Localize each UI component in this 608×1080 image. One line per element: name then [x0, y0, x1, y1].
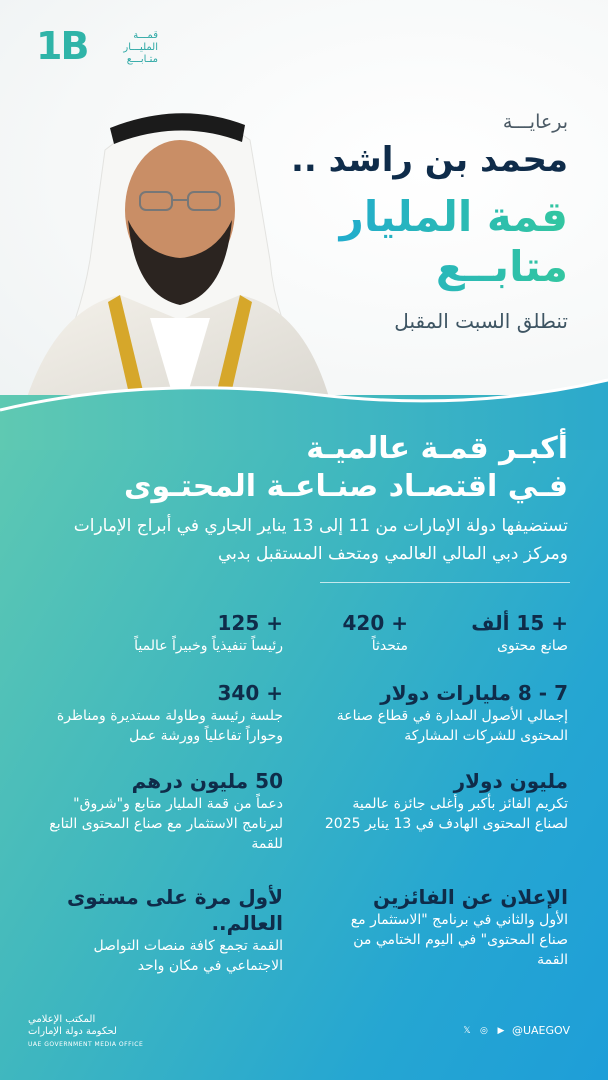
stat-desc: صانع محتوى [497, 638, 568, 654]
stat-winners [323, 884, 568, 970]
gov-ar-line-2: لحكومة دولة الإمارات [28, 1026, 117, 1037]
stat-funding [33, 768, 283, 854]
stat-content-creators [448, 610, 568, 656]
headline-line-2: فـي اقتصـاد صنـاعـة المحتـوى [123, 469, 568, 504]
stat-desc: القمة تجمع كافة منصات التواصل الاجتماعي في مكان واحد [93, 938, 283, 974]
logo-mark: 1B [36, 24, 88, 68]
youtube-icon[interactable]: ▶ [497, 1025, 505, 1036]
gov-media-office-logo [28, 1014, 198, 1049]
stat-value: + 340 [217, 681, 283, 705]
summit-logo [36, 26, 166, 70]
handle-text[interactable]: @UAEGOV [511, 1024, 570, 1037]
gov-ar-line-1: المكتب الإعلامي [28, 1014, 96, 1025]
logo-text [88, 30, 158, 66]
social-handle[interactable] [461, 1024, 570, 1037]
host-text: تستضيفها دولة الإمارات من 11 إلى 13 يناير الجاري في أبراج الإمارات ومركز دبي المالي العالمي ومتحف المستقبل بدبي [73, 516, 568, 564]
stat-value: 50 مليون درهم [131, 769, 283, 793]
title-block [238, 110, 568, 334]
stat-value: مليون دولار [453, 769, 568, 793]
logo-line-3: متـابـــع [126, 54, 158, 65]
gov-en: UAE GOVERNMENT MEDIA OFFICE [28, 1041, 144, 1048]
stat-speakers [298, 610, 408, 656]
summit-title-line-2: متابــع [238, 242, 568, 292]
logo-line-2: المليـــار [123, 42, 158, 53]
stat-value: 7 - 8 مليارات دولار [380, 681, 568, 705]
stat-value: + 15 ألف [471, 611, 568, 635]
launch-date: تنطلق السبت المقبل [394, 309, 568, 333]
headline [28, 430, 568, 506]
stat-desc: جلسة رئيسة وطاولة مستديرة ومناظرة وحواراً تفاعلياً وورشة عمل [56, 708, 283, 744]
stat-value: + 125 [217, 611, 283, 635]
leader-name: محمد بن راشد .. [291, 140, 568, 180]
sponsor-label: برعايـــة [502, 111, 568, 133]
headline-line-1: أكبـر قمـة عالميـة [306, 431, 568, 466]
stat-prize [323, 768, 568, 834]
stat-value: الإعلان عن الفائزين [373, 885, 568, 909]
stat-assets [323, 680, 568, 746]
stat-desc: إجمالي الأصول المدارة في قطاع صناعة المحتوى للشركات المشاركة [336, 708, 568, 744]
stat-desc: رئيساً تنفيذياً وخبيراً عالمياً [134, 638, 283, 654]
stat-sessions [33, 680, 283, 746]
stat-ceos [33, 610, 283, 656]
summit-title-line-1: قمة المليار [238, 192, 568, 242]
stat-first-time [33, 884, 283, 976]
divider [320, 582, 570, 583]
stat-value: + 420 [342, 611, 408, 635]
stat-desc: الأول والثاني في برنامج "الاستثمار مع صناع المحتوى" في اليوم الختامي من القمة [350, 912, 568, 968]
stat-desc: متحدثاً [371, 638, 408, 654]
stat-desc: تكريم الفائز بأكبر وأغلى جائزة عالمية لصناع المحتوى الهادف في 13 يناير 2025 [324, 796, 568, 832]
stat-value: لأول مرة على مستوى العالم.. [66, 885, 283, 935]
stat-desc: دعماً من قمة المليار متابع و"شروق" لبرنامج الاستثمار مع صناع المحتوى التابع للقمة [49, 796, 283, 852]
x-icon[interactable]: 𝕏 [463, 1025, 471, 1036]
logo-line-1: قمـــة [133, 30, 158, 41]
instagram-icon[interactable]: ◎ [480, 1025, 488, 1036]
